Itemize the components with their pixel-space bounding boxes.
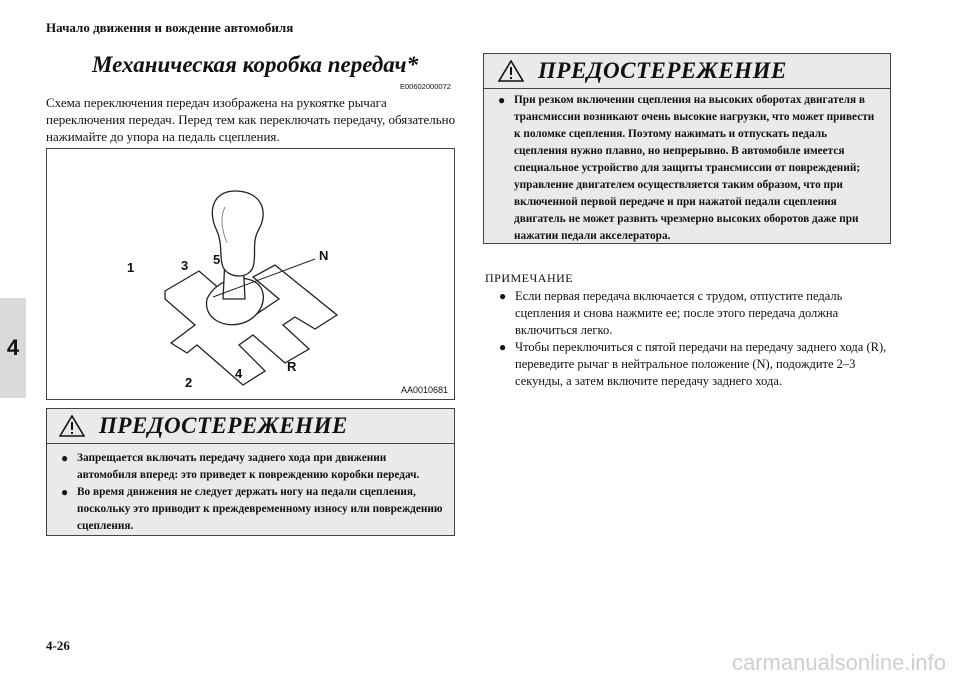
bullet-icon: ● bbox=[499, 340, 507, 354]
section-code: E00602000072 bbox=[400, 82, 451, 91]
warning-item: ● Запрещается включать передачу заднего хода при движении автомобиля вперед: это приведет к повреждению коробки передач. bbox=[61, 450, 444, 484]
section-title: Механическая коробка передач* bbox=[92, 52, 419, 77]
bullet-icon: ● bbox=[498, 93, 506, 107]
note-item: ● Чтобы переключиться с пятой передачи на передачу заднего хода (R), переведите рычаг в нейтральное положение (N), подождите 2–3 секунды, а затем включите передачу заднего хода. bbox=[499, 340, 887, 388]
intro-paragraph: Схема переключения передач изображена на рукоятке рычага переключения передач. Перед тем как переключать передачу, обязательно нажимайте до упора на педаль сцепления. bbox=[46, 95, 456, 144]
warning-title: ПРЕДОСТЕРЕЖЕНИЕ bbox=[99, 413, 348, 438]
watermark: carmanualsonline.info bbox=[731, 650, 946, 675]
note-title: ПРИМЕЧАНИЕ bbox=[485, 271, 574, 285]
page-number: 4-26 bbox=[46, 638, 70, 653]
bullet-icon: ● bbox=[61, 451, 69, 465]
gear-label-1: 1 bbox=[127, 260, 135, 275]
reverse-label: R bbox=[287, 359, 297, 374]
note-block bbox=[485, 270, 895, 390]
neutral-label: N bbox=[319, 248, 329, 263]
bullet-icon: ● bbox=[61, 485, 69, 499]
warning-title: ПРЕДОСТЕРЕЖЕНИЕ bbox=[538, 58, 787, 83]
warning-header bbox=[47, 409, 454, 444]
gear-label-3: 3 bbox=[181, 258, 189, 273]
running-header: Начало движения и вождение автомобиля bbox=[46, 20, 294, 35]
warning-box-right bbox=[483, 53, 891, 244]
warning-triangle-icon bbox=[59, 415, 85, 437]
warning-item: ● Во время движения не следует держать ногу на педали сцепления, поскольку это приводит к преждевременному износу или повреждению сцепления. bbox=[61, 484, 444, 535]
note-item: ● Если первая передача включается с трудом, отпустите педаль сцепления и снова нажмите ее; после этого передача должна включиться легко. bbox=[499, 289, 843, 337]
chapter-tab: 4 bbox=[0, 298, 26, 398]
gear-label-2: 2 bbox=[185, 375, 193, 390]
bullet-icon: ● bbox=[499, 289, 507, 303]
figure-code: AA0010681 bbox=[400, 385, 448, 395]
warning-box-left bbox=[46, 408, 455, 536]
gear-lever-illustration bbox=[47, 149, 454, 399]
warning-item: ● При резком включении сцепления на высоких оборотах двигателя в трансмиссии возникают очень высокие нагрузки, что может привести к поломке сцепления. Поэтому нажимать и отпускать педаль сцепления нужно плавно, но непрерывно. В автомобиле имеется специальное устройство для защиты трансмиссии от повреждений; управление двигателем осуществляется таким образом, что при включенной первой передаче и при нажатой педали сцепления двигатель не может развить чрезмерно высоких оборотов даже при нажатии педали акселератора. bbox=[498, 92, 880, 245]
gear-label-5: 5 bbox=[213, 252, 221, 267]
warning-triangle-icon bbox=[498, 60, 524, 82]
gear-label-4: 4 bbox=[235, 366, 243, 381]
warning-header bbox=[484, 54, 890, 89]
gear-shift-figure bbox=[46, 148, 455, 400]
